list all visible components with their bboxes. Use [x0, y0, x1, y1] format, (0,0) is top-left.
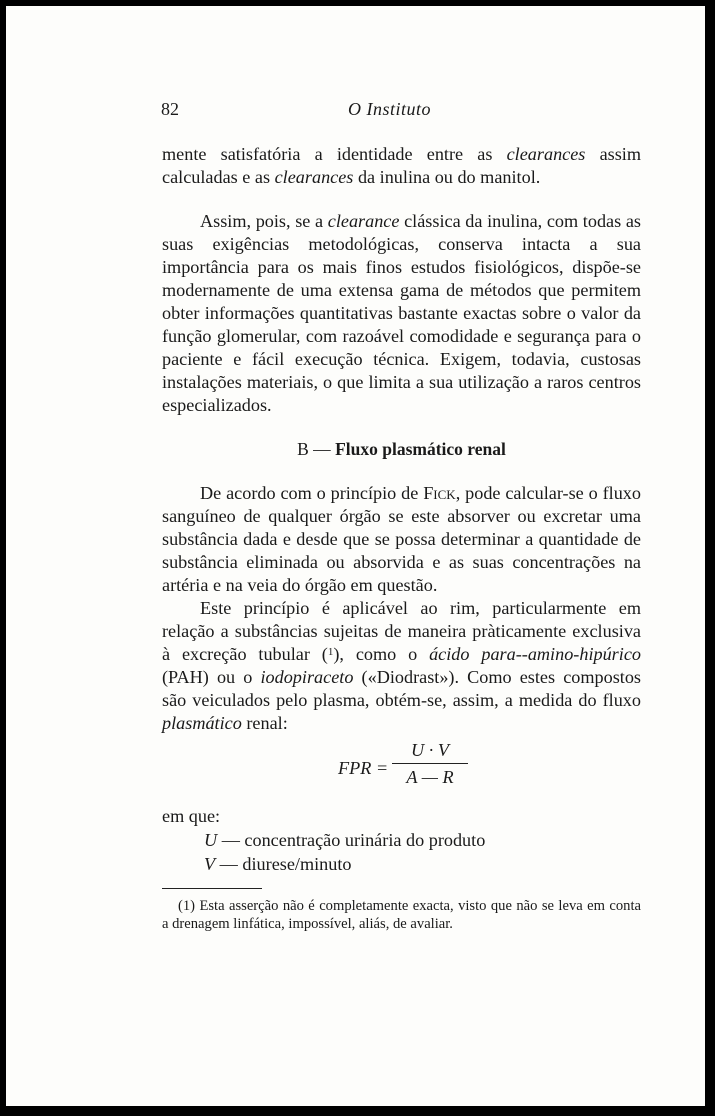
formula-numerator: U · V	[411, 740, 449, 760]
paragraph-fick: De acordo com o princípio de Fick, pode calcular-se o fluxo sanguíneo de qualquer órgão se este absorver ou excretar uma substância dada e desde que se possa determinar a quantidade de substância eliminada ou absorvida e as suas concentrações na artéria e na veia do órgão em questão.	[162, 483, 641, 595]
footnote-rule	[162, 888, 262, 889]
section-heading: B — Fluxo plasmático renal	[297, 439, 506, 459]
fpr-formula	[162, 739, 641, 803]
paragraph-assim: Assim, pois, se a clearance clássica da inulina, com todas as suas exigências metodológicas, conserva intacta a sua importância para os mais finos estudos fisiológicos, dispõe-se modernamente de uma extensa gama de métodos que permitem obter informações quantitativas bastante exactas sobre o valor da função glomerular, com razoável comodidade e segurança para o paciente e fácil execução técnica. Exigem, todavia, custosas instalações materiais, o que limita a sua utilização a raros centros especializados.	[162, 211, 642, 415]
definition-u: U — concentração urinária do produto	[204, 830, 486, 850]
formula-lhs: FPR =	[338, 758, 389, 778]
paragraph-continuation: mente satisfatória a identidade entre as clearances assim calculadas e as clearances da inulina ou do manitol.	[162, 144, 641, 187]
page-header	[161, 99, 641, 125]
running-title: O Instituto	[348, 99, 432, 119]
definition-v: V — diurese/minuto	[204, 854, 352, 874]
where-label: em que:	[162, 806, 221, 826]
fraction-bar	[392, 763, 468, 764]
page-body	[162, 143, 641, 933]
formula-denominator: A — R	[406, 767, 454, 787]
formula-fraction	[388, 739, 472, 789]
paragraph-principle: Este princípio é aplicável ao rim, particularmente em relação a substâncias sujeitas de maneira pràticamente exclusiva à excreção tubular ($^1$), como o ácido para--amino-hipúrico (PAH) ou o iodopiraceto («Diodrast»). Como estes compostos são veiculados pelo plasma, obtém-se, assim, a medida do fluxo plasmático renal:	[162, 598, 641, 733]
footnote: (1) Esta asserção não é completamente exacta, visto que não se leva em conta a drenagem linfática, impossível, aliás, de avaliar.	[162, 898, 641, 932]
page-number: 82	[161, 99, 179, 119]
book-page	[6, 6, 705, 1106]
definition-list	[204, 828, 641, 876]
